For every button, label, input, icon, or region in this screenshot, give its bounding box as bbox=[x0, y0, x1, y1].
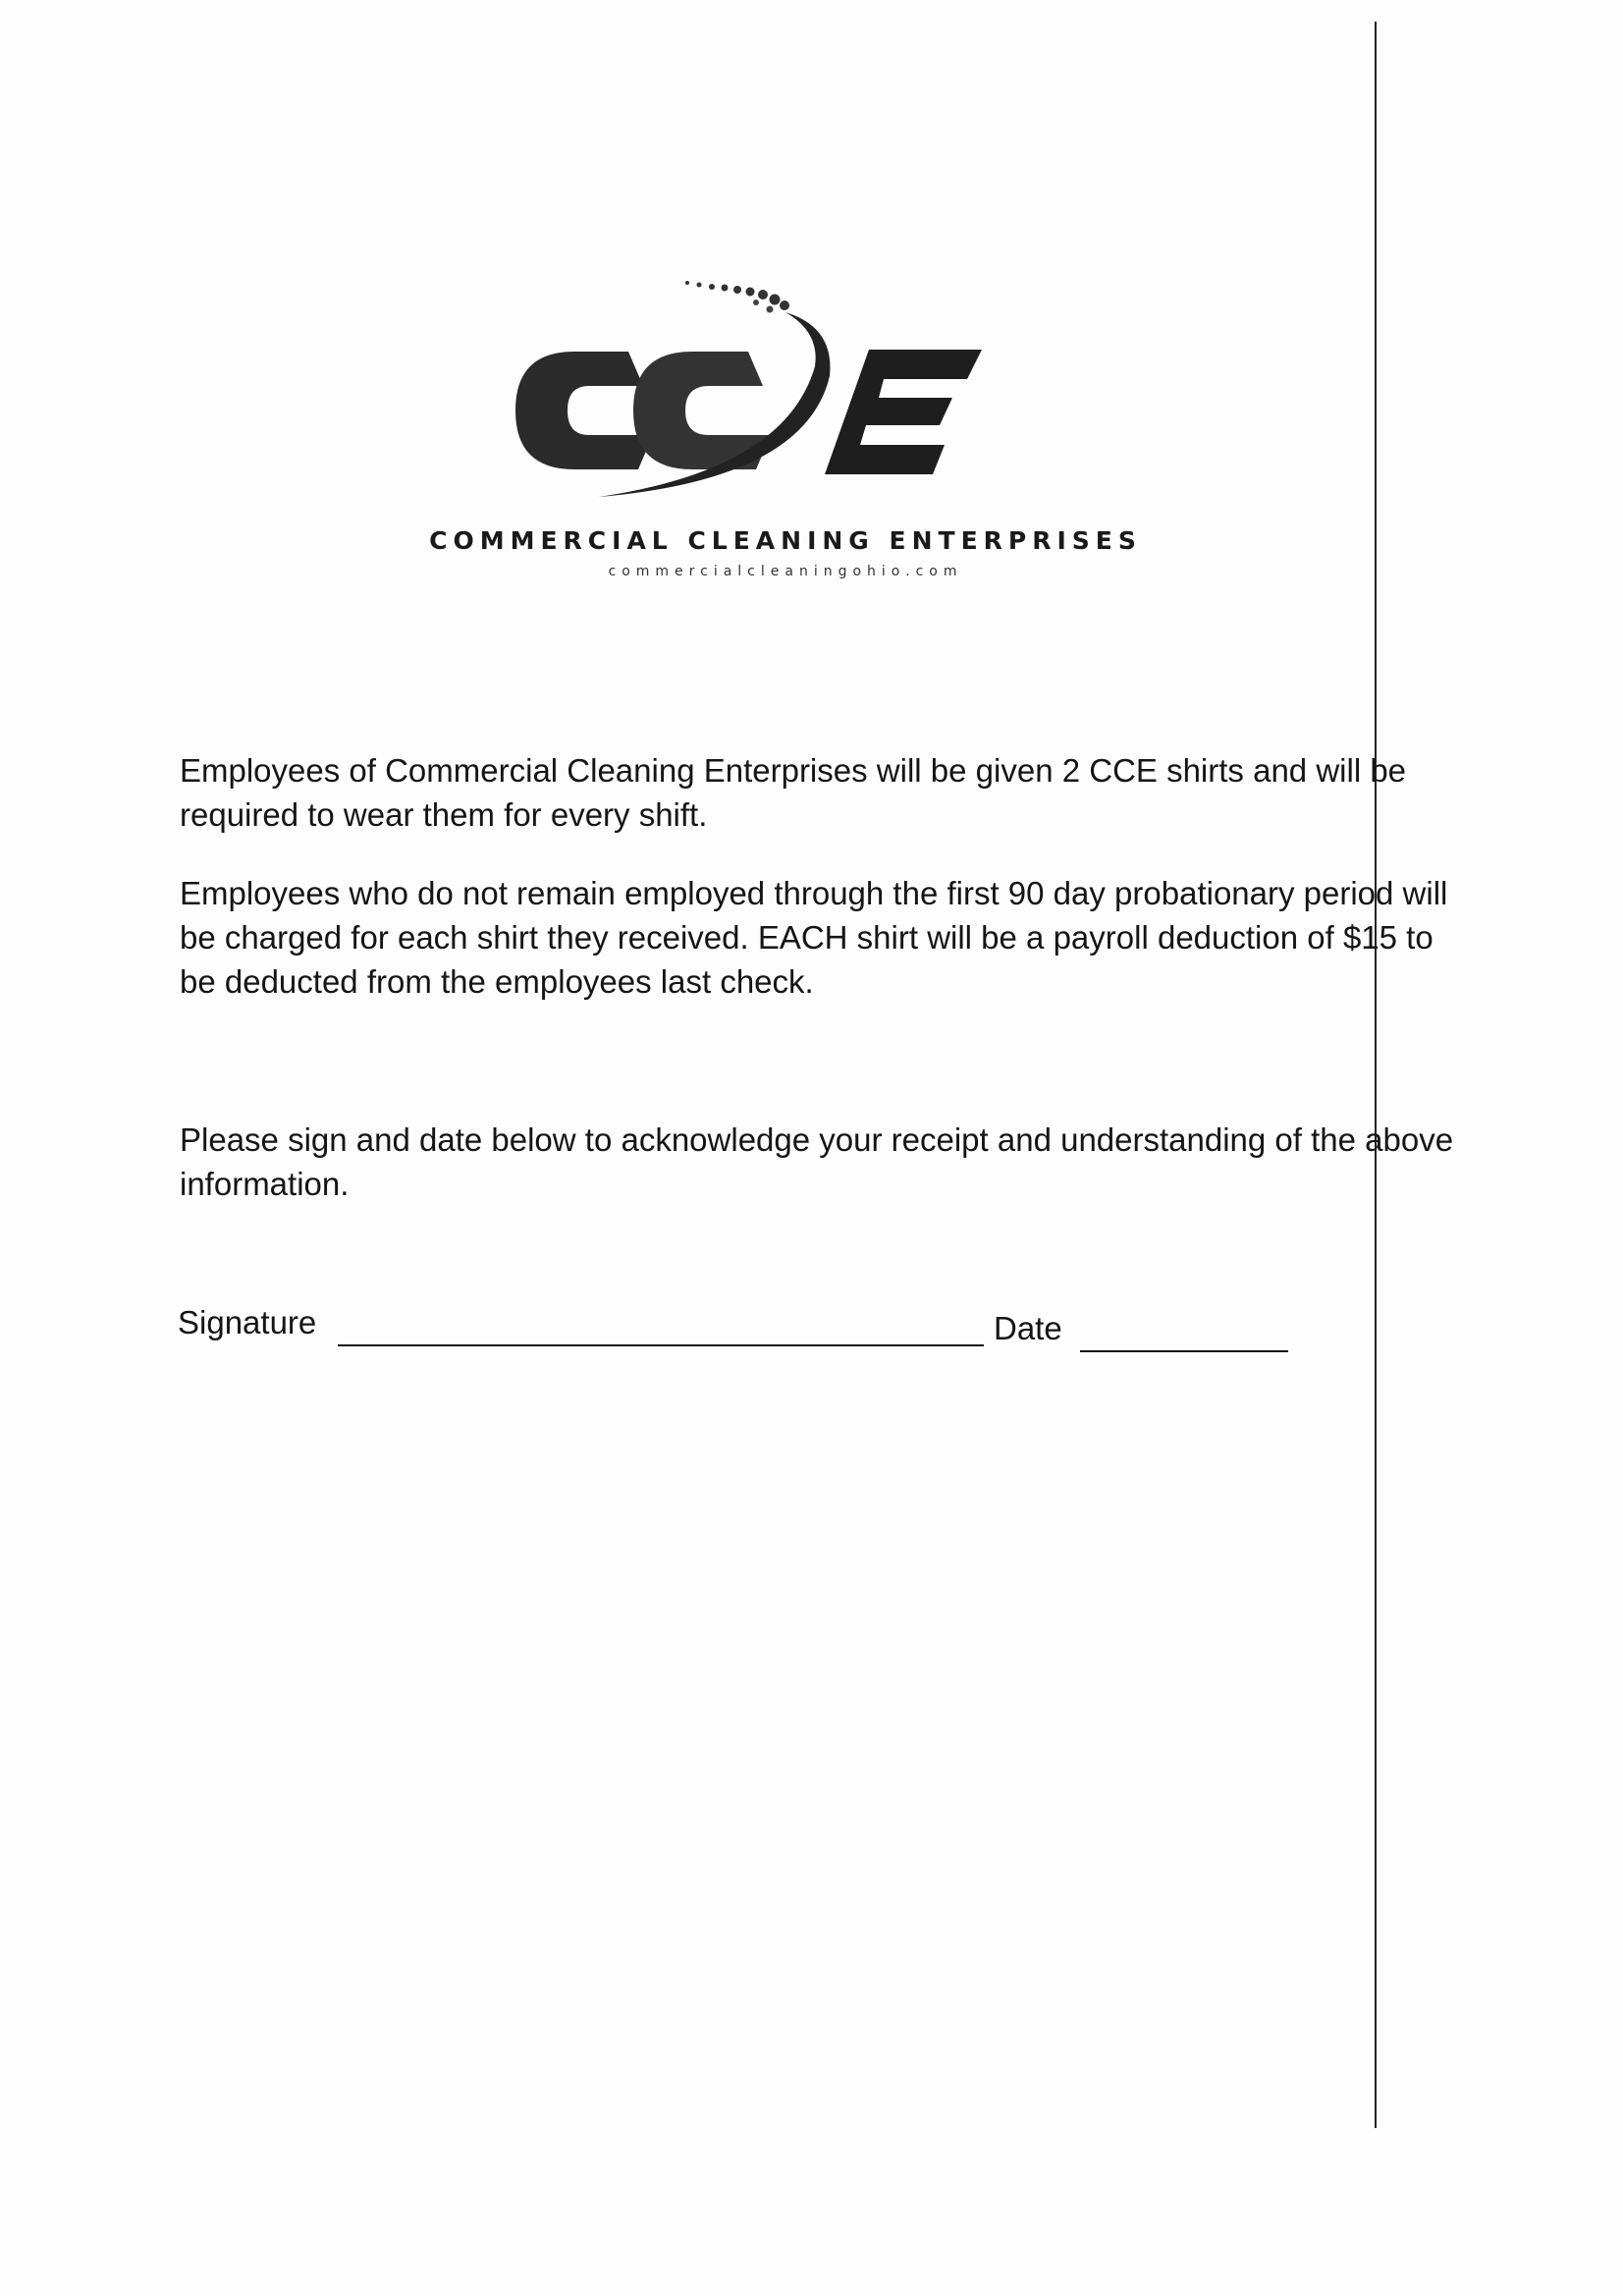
cce-logo-graphic bbox=[491, 273, 1080, 504]
date-line[interactable] bbox=[1080, 1350, 1288, 1352]
paragraph-acknowledge: Please sign and date below to acknowledge your receipt and understanding of the above information. bbox=[180, 1121, 1454, 1202]
signature-label: Signature bbox=[178, 1304, 317, 1340]
paragraph-shirts: Employees of Commercial Cleaning Enterprises will be given 2 CCE shirts and will be required to wear them for every shift. bbox=[180, 752, 1407, 833]
date-label: Date bbox=[994, 1310, 1062, 1346]
company-name: COMMERCIAL CLEANING ENTERPRISES bbox=[429, 526, 1142, 555]
scan-edge-line bbox=[1375, 22, 1377, 2128]
signature-line[interactable] bbox=[338, 1344, 984, 1346]
company-logo bbox=[412, 273, 1159, 597]
paragraph-deduction: Employees who do not remain employed through the first 90 day probationary period will be charged for each shirt they received. EACH shirt will be a payroll deduction of $15 to be deducted from the employees last check. bbox=[180, 875, 1448, 1000]
signature-row bbox=[178, 1304, 1307, 1353]
company-website: commercialcleaningohio.com bbox=[608, 564, 963, 579]
